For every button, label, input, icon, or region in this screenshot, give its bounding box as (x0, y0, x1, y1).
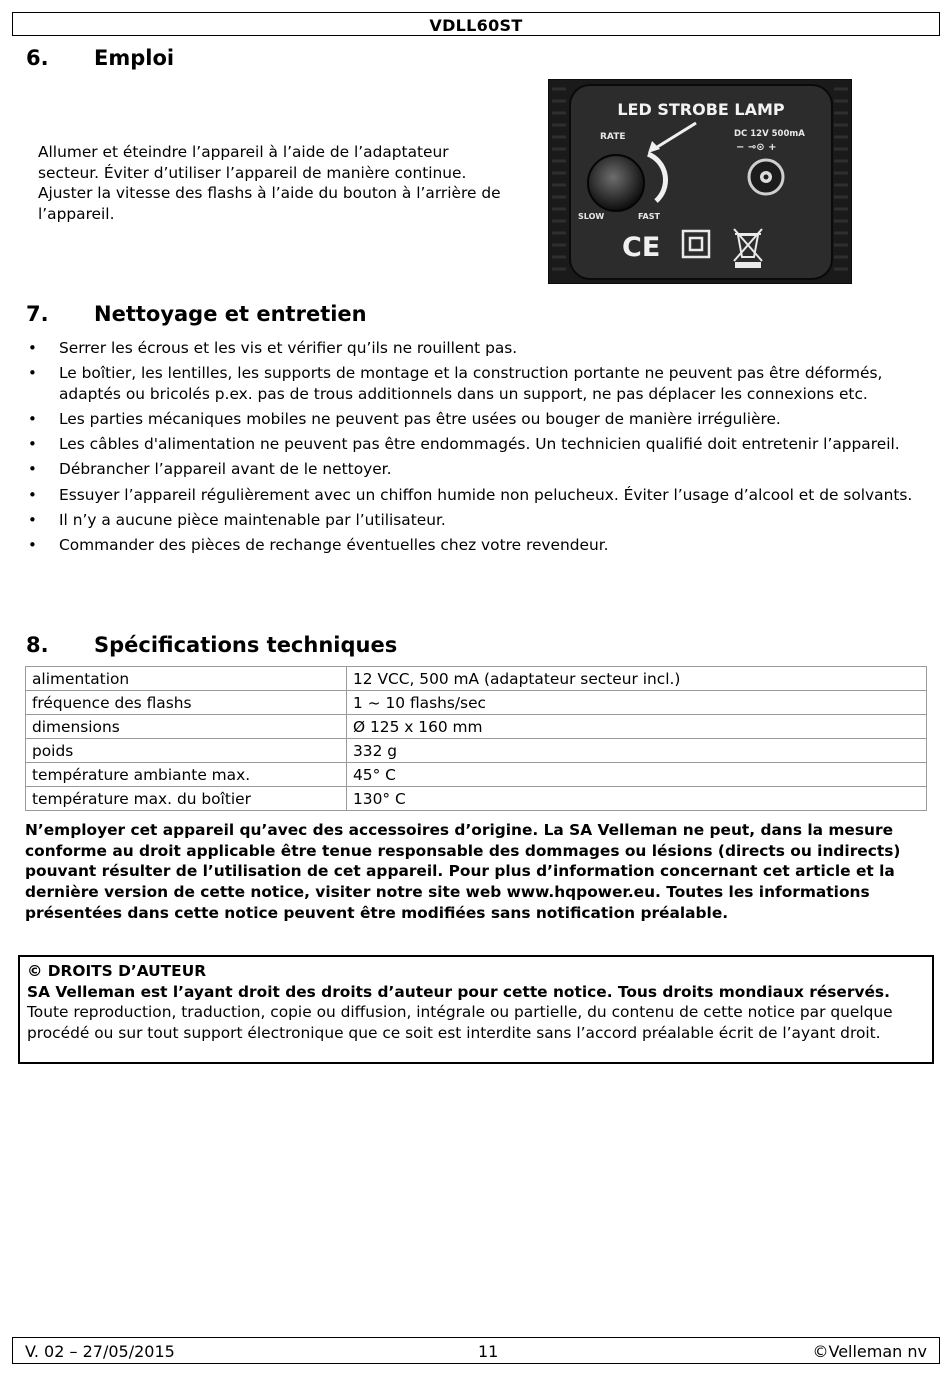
spec-key: dimensions (26, 715, 347, 739)
section-8-number: 8. (26, 633, 49, 657)
section-6-text: Allumer et éteindre l’appareil à l’aide de l’adaptateur secteur. Éviter d’utiliser l’appareil de manière continue. Ajuster la vitesse des flashs à l’aide du bouton à l’arrière de l’appareil. (38, 143, 501, 223)
photo-rate-label: RATE (600, 132, 626, 142)
liability-notice: N’employer cet appareil qu’avec des accessoires d’origine. La SA Velleman ne peut, dans la mesure conforme au droit applicable être tenue responsable des dommages ou lésions (directs ou indirects) pouvant résulter de l’utilisation de cet appareil. Pour plus d’information concernant cet article et la dernière version de cette notice, visiter notre site web www.hqpower.eu. Toutes les informations présentées dans cette notice peuvent être modifiées sans notification préalable. (25, 821, 901, 922)
footer-version: V. 02 – 27/05/2015 (25, 1342, 175, 1361)
spec-key: température max. du boîtier (26, 787, 347, 811)
bullet-icon: • (28, 510, 37, 529)
photo-dc-label: DC 12V 500mA (734, 129, 805, 139)
copyright-bold-text: SA Velleman est l’ayant droit des droits d’auteur pour cette notice. Tous droits mondiaux réservés. (27, 982, 890, 1001)
maintenance-list (26, 338, 926, 560)
spec-key: poids (26, 739, 347, 763)
spec-key: fréquence des flashs (26, 691, 347, 715)
list-item: • Commander des pièces de rechange éventuelles chez votre revendeur. (28, 535, 609, 554)
bullet-icon: • (28, 435, 37, 454)
bullet-icon: • (28, 409, 37, 428)
spec-value: 45° C (347, 763, 927, 787)
list-item: • Les câbles d'alimentation ne peuvent pas être endommagés. Un technicien qualifié doit entretenir l’appareil. (28, 435, 900, 454)
section-7-title: Nettoyage et entretien (94, 302, 367, 326)
list-item: • Les parties mécaniques mobiles ne peuvent pas être usées ou bouger de manière irrégulière. (28, 409, 781, 428)
photo-slow-label: SLOW (578, 212, 605, 221)
spec-value: 1 ~ 10 flashs/sec (347, 691, 927, 715)
list-item: • Le boîtier, les lentilles, les supports de montage et la construction portante ne peuvent pas être déformés, adaptés ou bricolés p.ex. pas de trous additionnels dans un support, ne pas déplacer les connexions etc. (28, 364, 883, 403)
copyright-text (27, 982, 926, 1044)
bullet-icon: • (28, 535, 37, 554)
photo-polarity-label: − ⊸⊙ + (736, 142, 777, 153)
section-8-heading (26, 633, 397, 657)
bullet-icon: • (28, 485, 37, 504)
spec-value: 130° C (347, 787, 927, 811)
list-item: • Serrer les écrous et les vis et vérifier qu’ils ne rouillent pas. (28, 339, 518, 357)
table-row (26, 691, 927, 715)
photo-fast-label: FAST (638, 212, 660, 221)
bullet-icon: • (28, 364, 37, 383)
spec-value: 12 VCC, 500 mA (adaptateur secteur incl.) (347, 667, 927, 691)
table-row (26, 715, 927, 739)
table-row (26, 763, 927, 787)
section-6-title: Emploi (94, 46, 175, 70)
list-item: • Il n’y a aucune pièce maintenable par l’utilisateur. (28, 510, 446, 529)
footer-brand: ©Velleman nv (812, 1342, 927, 1361)
spec-key: alimentation (26, 667, 347, 691)
photo-lamp-label: LED STROBE LAMP (617, 100, 785, 119)
footer-page-number: 11 (478, 1342, 499, 1361)
section-6-number: 6. (26, 46, 49, 70)
page-header (12, 12, 940, 36)
table-row (26, 787, 927, 811)
spec-value: 332 g (347, 739, 927, 763)
section-7-number: 7. (26, 302, 49, 326)
photo-ce-mark: CE (622, 232, 661, 263)
copyright-body-text: Toute reproduction, traduction, copie ou diffusion, intégrale ou partielle, du contenu de cette notice par quelque procédé ou sur tout support électronique que ce soit est interdite sans l’accord préalable écrit de l’ayant droit. (27, 1003, 893, 1043)
section-7-heading (26, 302, 367, 326)
table-row (26, 667, 927, 691)
spec-key: température ambiante max. (26, 763, 347, 787)
copyright-title: © DROITS D’AUTEUR (27, 962, 207, 980)
list-item: • Essuyer l’appareil régulièrement avec un chiffon humide non pelucheux. Éviter l’usage d’alcool et de solvants. (28, 485, 913, 504)
section-6-heading (26, 46, 174, 70)
section-8-title: Spécifications techniques (94, 633, 398, 657)
product-rear-panel-photo (548, 79, 852, 284)
table-row (26, 739, 927, 763)
specifications-table (25, 666, 927, 811)
document-model: VDLL60ST (429, 16, 523, 35)
page-footer (12, 1337, 940, 1364)
list-item: • Débrancher l’appareil avant de le nettoyer. (28, 460, 392, 479)
spec-value: Ø 125 x 160 mm (347, 715, 927, 739)
bullet-icon: • (28, 460, 37, 479)
bullet-icon: • (28, 339, 37, 357)
copyright-box (18, 955, 934, 1064)
